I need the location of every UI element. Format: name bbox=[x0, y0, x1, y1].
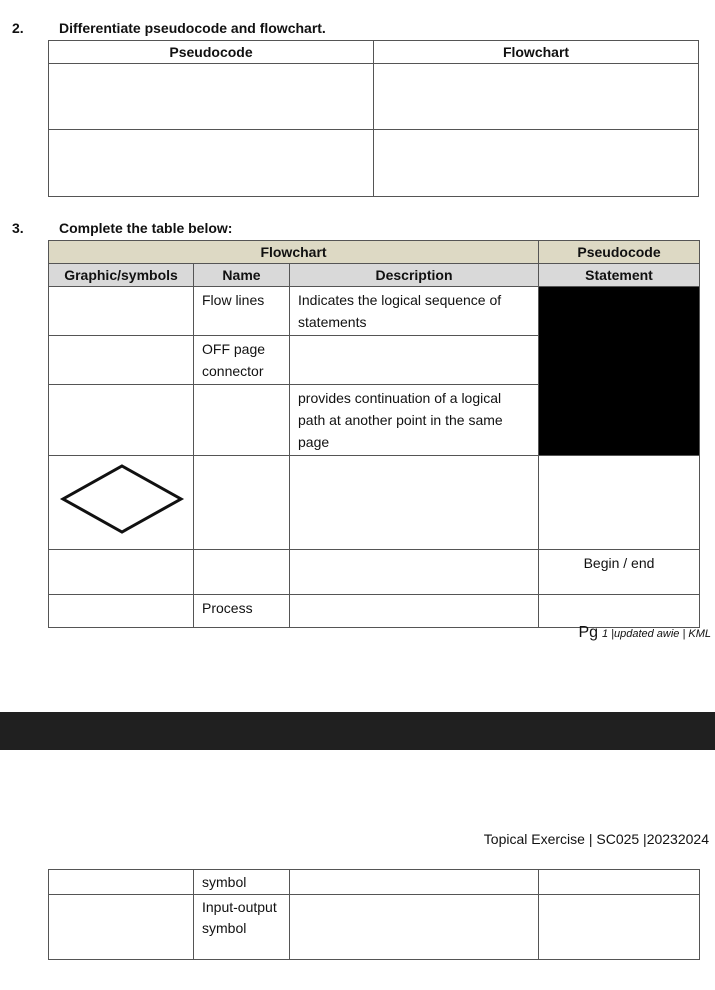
cell[interactable] bbox=[539, 895, 700, 960]
cell[interactable] bbox=[49, 550, 194, 595]
cell[interactable] bbox=[49, 595, 194, 628]
header-flowchart: Flowchart bbox=[374, 41, 699, 64]
header-description: Description bbox=[290, 264, 539, 287]
cell[interactable] bbox=[290, 456, 539, 550]
symbols-table-continued bbox=[48, 869, 700, 960]
cell[interactable] bbox=[49, 385, 194, 456]
cell[interactable] bbox=[290, 895, 539, 960]
name-cell: Input-output symbol bbox=[194, 895, 290, 960]
name-cell: OFF page connector bbox=[194, 336, 290, 385]
group-pseudocode: Pseudocode bbox=[539, 241, 700, 264]
description-cell: Indicates the logical sequence of statements bbox=[290, 287, 539, 336]
cell[interactable] bbox=[539, 456, 700, 550]
name-cell: Flow lines bbox=[194, 287, 290, 336]
cell[interactable] bbox=[539, 870, 700, 895]
page-footer bbox=[578, 624, 711, 642]
blacked-out-cell bbox=[539, 287, 700, 456]
cell[interactable] bbox=[290, 595, 539, 628]
cell[interactable] bbox=[374, 64, 699, 130]
pseudocode-flowchart-table bbox=[48, 40, 699, 197]
page-break-band bbox=[0, 712, 715, 750]
q3-number: 3. bbox=[12, 220, 24, 236]
question-3 bbox=[12, 220, 233, 236]
q2-text: Differentiate pseudocode and flowchart. bbox=[59, 20, 326, 36]
page-header: Topical Exercise | SC025 |20232024 bbox=[483, 831, 709, 847]
footer-text: 1 |updated awie | KML bbox=[601, 628, 711, 640]
cell[interactable] bbox=[194, 550, 290, 595]
description-cell[interactable] bbox=[290, 336, 539, 385]
cell[interactable] bbox=[374, 130, 699, 197]
graphic-cell bbox=[49, 456, 194, 550]
header-name: Name bbox=[194, 264, 290, 287]
description-cell: provides continuation of a logical path at another point in the same page bbox=[290, 385, 539, 456]
cell[interactable] bbox=[49, 287, 194, 336]
cell[interactable] bbox=[290, 550, 539, 595]
statement-cell: Begin / end bbox=[539, 550, 700, 595]
q2-number: 2. bbox=[12, 20, 24, 36]
header-graphic: Graphic/symbols bbox=[49, 264, 194, 287]
name-cell[interactable] bbox=[194, 385, 290, 456]
cell[interactable] bbox=[49, 895, 194, 960]
diamond-decision-icon bbox=[49, 456, 194, 543]
cell[interactable] bbox=[49, 870, 194, 895]
header-pseudocode: Pseudocode bbox=[49, 41, 374, 64]
cell[interactable] bbox=[49, 336, 194, 385]
name-cell: symbol bbox=[194, 870, 290, 895]
cell[interactable] bbox=[49, 64, 374, 130]
cell[interactable] bbox=[539, 595, 700, 628]
symbols-table bbox=[48, 240, 700, 628]
footer-pg: Pg bbox=[578, 624, 599, 641]
question-2 bbox=[12, 20, 326, 36]
cell[interactable] bbox=[290, 870, 539, 895]
cell[interactable] bbox=[49, 130, 374, 197]
cell[interactable] bbox=[194, 456, 290, 550]
name-cell: Process bbox=[194, 595, 290, 628]
header-statement: Statement bbox=[539, 264, 700, 287]
group-flowchart: Flowchart bbox=[49, 241, 539, 264]
q3-text: Complete the table below: bbox=[59, 220, 233, 236]
